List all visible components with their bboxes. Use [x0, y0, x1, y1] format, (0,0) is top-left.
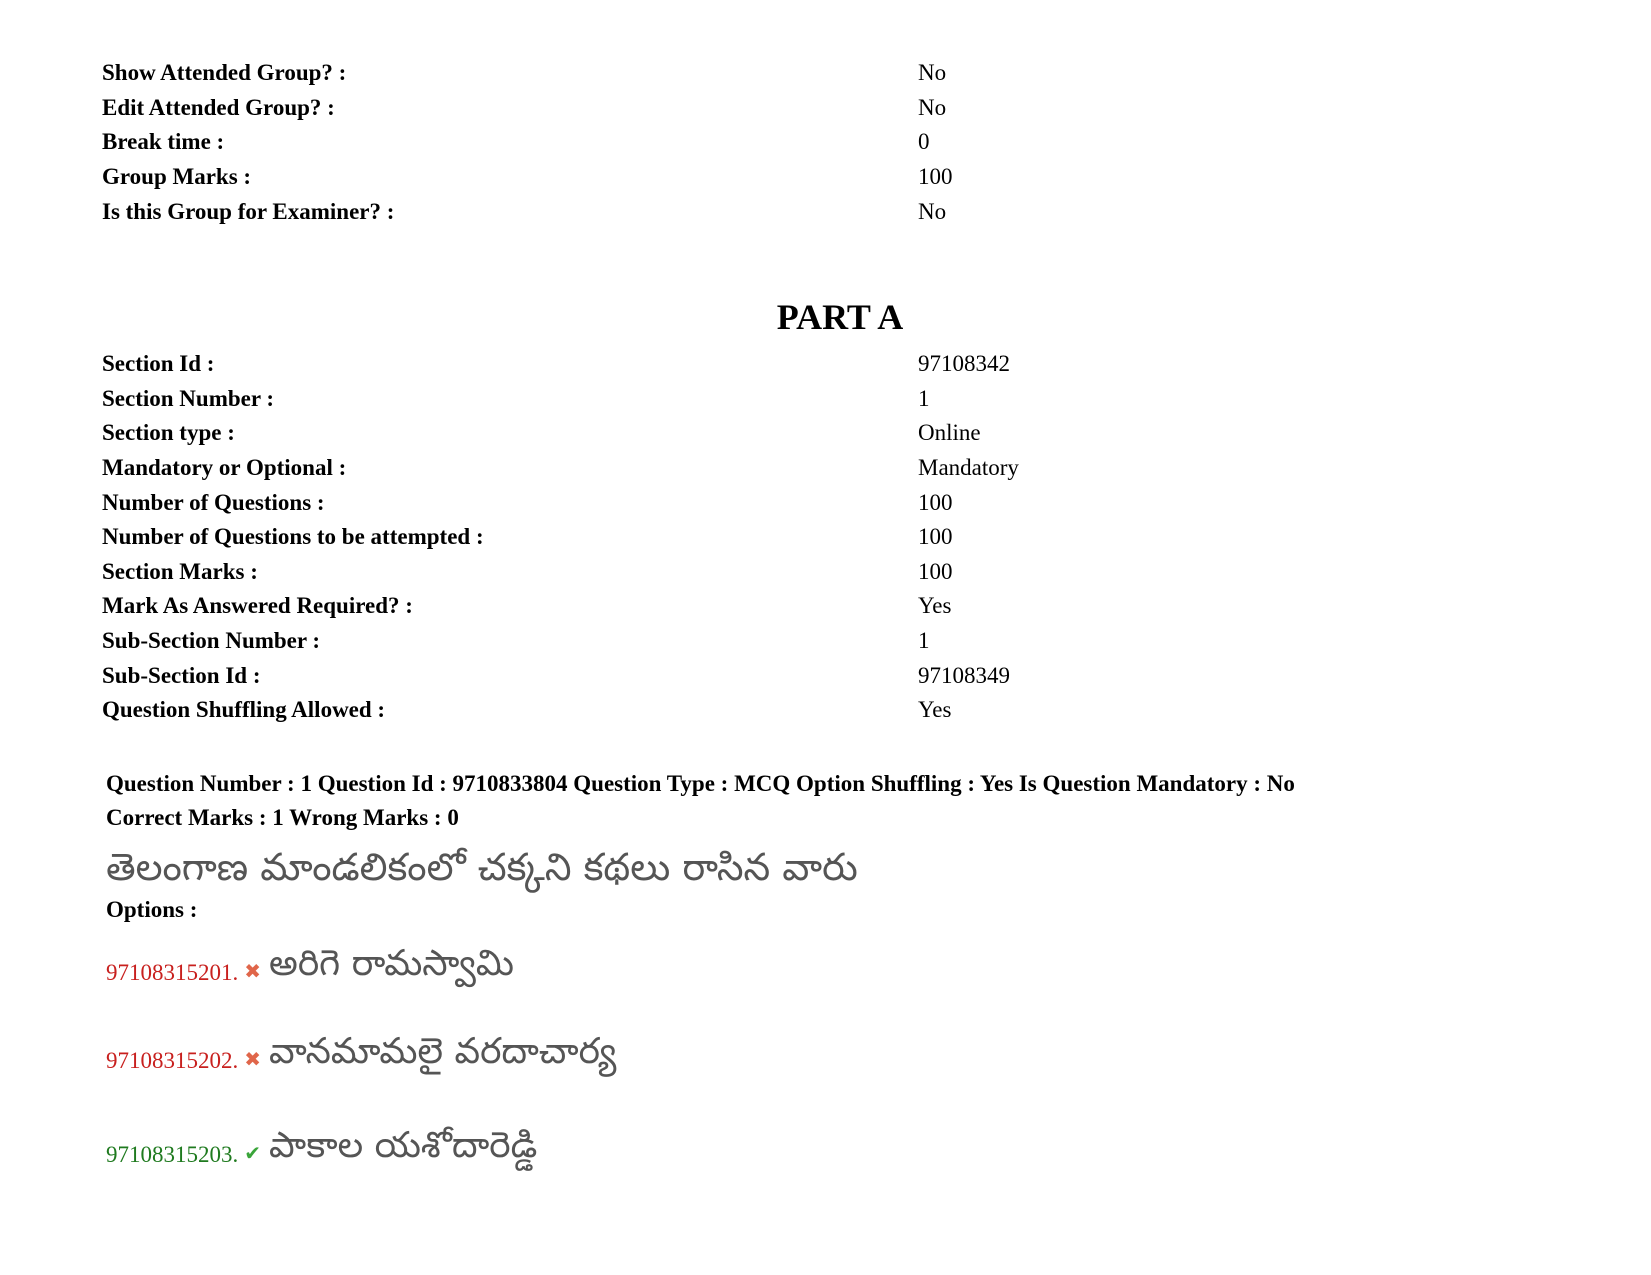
field-label: Number of Questions :: [102, 489, 325, 515]
cross-icon: ✖: [244, 959, 262, 983]
field-value: No: [918, 94, 947, 120]
question-marks-line: Correct Marks : 1 Wrong Marks : 0: [106, 805, 459, 830]
section-info-row: [102, 624, 1402, 659]
field-value: 0: [918, 129, 930, 155]
option-item: [106, 1028, 616, 1076]
field-label: Show Attended Group? :: [102, 60, 347, 86]
field-value: 97108349: [918, 662, 1010, 688]
field-value: No: [918, 60, 947, 86]
field-value: No: [918, 198, 947, 224]
field-value: 100: [918, 558, 953, 584]
field-label: Sub-Section Number :: [102, 628, 321, 654]
field-value: 1: [918, 385, 930, 411]
field-value: 97108342: [918, 351, 1010, 377]
section-info-row: [102, 589, 1402, 624]
group-info-row: [102, 160, 1402, 195]
field-value: Mandatory: [918, 455, 1019, 481]
field-label: Section Number :: [102, 385, 275, 411]
field-value: Yes: [918, 593, 952, 619]
field-label: Mandatory or Optional :: [102, 455, 347, 481]
group-info-table: [102, 56, 1402, 229]
field-label: Section Marks :: [102, 558, 258, 584]
question-header: [106, 767, 1586, 835]
option-id: 97108315203.: [106, 1142, 239, 1167]
section-info-row: [102, 693, 1402, 728]
field-value: 100: [918, 164, 953, 190]
field-label: Section Id :: [102, 351, 215, 377]
field-value: 100: [918, 524, 953, 550]
section-info-row: [102, 485, 1402, 520]
section-info-row: [102, 451, 1402, 486]
part-title: PART A: [776, 297, 904, 337]
field-value: Online: [918, 420, 981, 446]
section-info-row: [102, 382, 1402, 417]
option-text: అరిగె రామస్వామి: [269, 943, 514, 984]
field-label: Sub-Section Id :: [102, 662, 261, 688]
field-label: Break time :: [102, 129, 225, 155]
option-id: 97108315202.: [106, 1048, 239, 1073]
cross-icon: ✖: [244, 1047, 262, 1071]
option-item: [106, 940, 514, 988]
group-info-row: [102, 56, 1402, 91]
field-label: Question Shuffling Allowed :: [102, 697, 386, 723]
options-label: Options :: [106, 897, 198, 922]
group-info-row: [102, 125, 1402, 160]
section-info-row: [102, 658, 1402, 693]
field-label: Number of Questions to be attempted :: [102, 524, 484, 550]
field-label: Section type :: [102, 420, 235, 446]
option-item: [106, 1122, 537, 1170]
field-value: 1: [918, 628, 930, 654]
checkmark-icon: ✔: [244, 1141, 262, 1165]
group-info-row: [102, 194, 1402, 229]
section-info-row: [102, 520, 1402, 555]
question-meta-line: Question Number : 1 Question Id : 9710833804 Question Type : MCQ Option Shuffling : Yes Is Question Mandatory : No: [106, 771, 1295, 796]
group-info-row: [102, 91, 1402, 126]
field-label: Edit Attended Group? :: [102, 94, 335, 120]
option-text: పాకాల యశోదారెడ్డి: [269, 1125, 538, 1166]
field-label: Group Marks :: [102, 164, 252, 190]
option-id: 97108315201.: [106, 960, 239, 985]
section-info-row: [102, 416, 1402, 451]
section-info-table: [102, 347, 1402, 728]
field-label: Is this Group for Examiner? :: [102, 198, 395, 224]
section-info-row: [102, 555, 1402, 590]
field-value: 100: [918, 489, 953, 515]
question-text: తెలంగాణ మాండలికంలో చక్కని కథలు రాసిన వారు: [106, 845, 858, 889]
section-info-row: [102, 347, 1402, 382]
option-text: వానమామలై వరదాచార్య: [269, 1031, 617, 1072]
field-label: Mark As Answered Required? :: [102, 593, 413, 619]
field-value: Yes: [918, 697, 952, 723]
